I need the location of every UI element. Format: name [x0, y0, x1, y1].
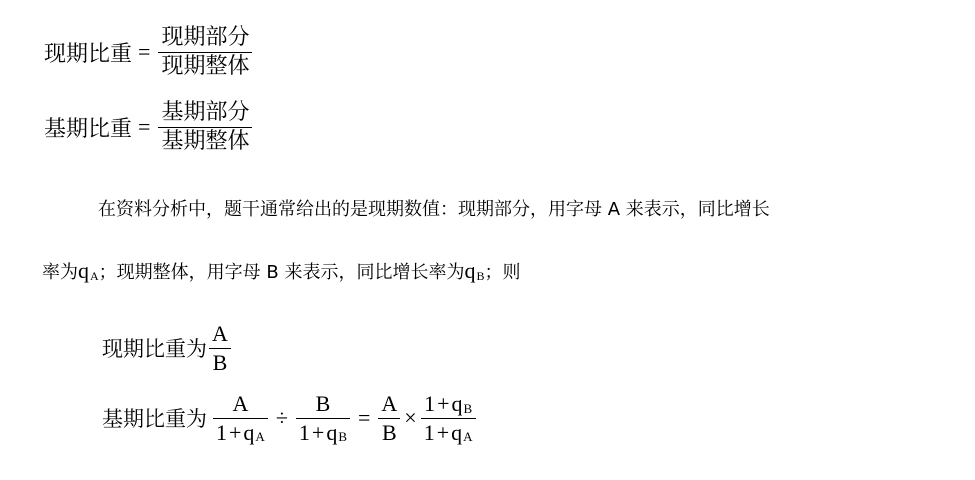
base-share-is-label: 基期比重为	[102, 407, 207, 431]
times-sign: ×	[404, 405, 417, 430]
denominator-b: B	[382, 419, 397, 445]
one-plus-qb: 1 + q B	[298, 419, 347, 445]
base-share-label: 基期比重	[44, 116, 133, 142]
current-part: 现期部分	[161, 25, 250, 50]
b-over-1-plus-qb-fraction	[296, 390, 350, 446]
current-share-definition	[44, 24, 254, 80]
base-whole: 基期整体	[161, 128, 250, 154]
numerator-a: A	[381, 391, 398, 416]
numerator-a: A	[232, 391, 249, 416]
numerator-b: B	[315, 391, 331, 416]
paragraph-line-2	[42, 258, 520, 284]
equals-sign: =	[138, 39, 151, 64]
base-part: 基期部分	[161, 100, 250, 125]
numerator-a: A	[212, 321, 228, 346]
current-share-formula	[102, 320, 233, 376]
divide-sign: ÷	[275, 405, 288, 430]
base-share-formula	[102, 390, 478, 446]
growth-rate-b: qB	[464, 258, 485, 283]
current-share-label: 现期比重	[44, 41, 133, 67]
one-plus-qa: 1 + q A	[423, 419, 473, 445]
base-share-definition	[44, 99, 254, 155]
paragraph-line-1: 在资料分析中，题干通常给出的是现期数值：现期部分，用字母 A 来表示，同比增长	[98, 199, 770, 220]
growth-ratio-fraction	[421, 390, 476, 446]
current-share-is-label: 现期比重为	[102, 337, 207, 361]
then-text: ；则	[484, 262, 521, 283]
base-share-fraction	[158, 99, 252, 155]
equals-sign: =	[138, 114, 151, 139]
denominator-b: B	[212, 349, 228, 375]
equals-sign: =	[357, 405, 371, 430]
one-plus-qa: 1 + q A	[216, 419, 265, 445]
current-share-fraction	[158, 24, 252, 80]
growth-rate-a: qA	[78, 258, 99, 283]
a-over-b-fraction	[378, 390, 400, 446]
current-whole: 现期整体	[161, 53, 250, 79]
a-over-1-plus-qa-fraction	[213, 390, 268, 446]
rate-text: 率为	[42, 262, 78, 283]
current-whole-text: ；现期整体，用字母 B 来表示，同比增长率为	[98, 262, 465, 283]
one-plus-qb: 1 + q B	[424, 391, 473, 416]
a-over-b-fraction	[209, 320, 231, 376]
